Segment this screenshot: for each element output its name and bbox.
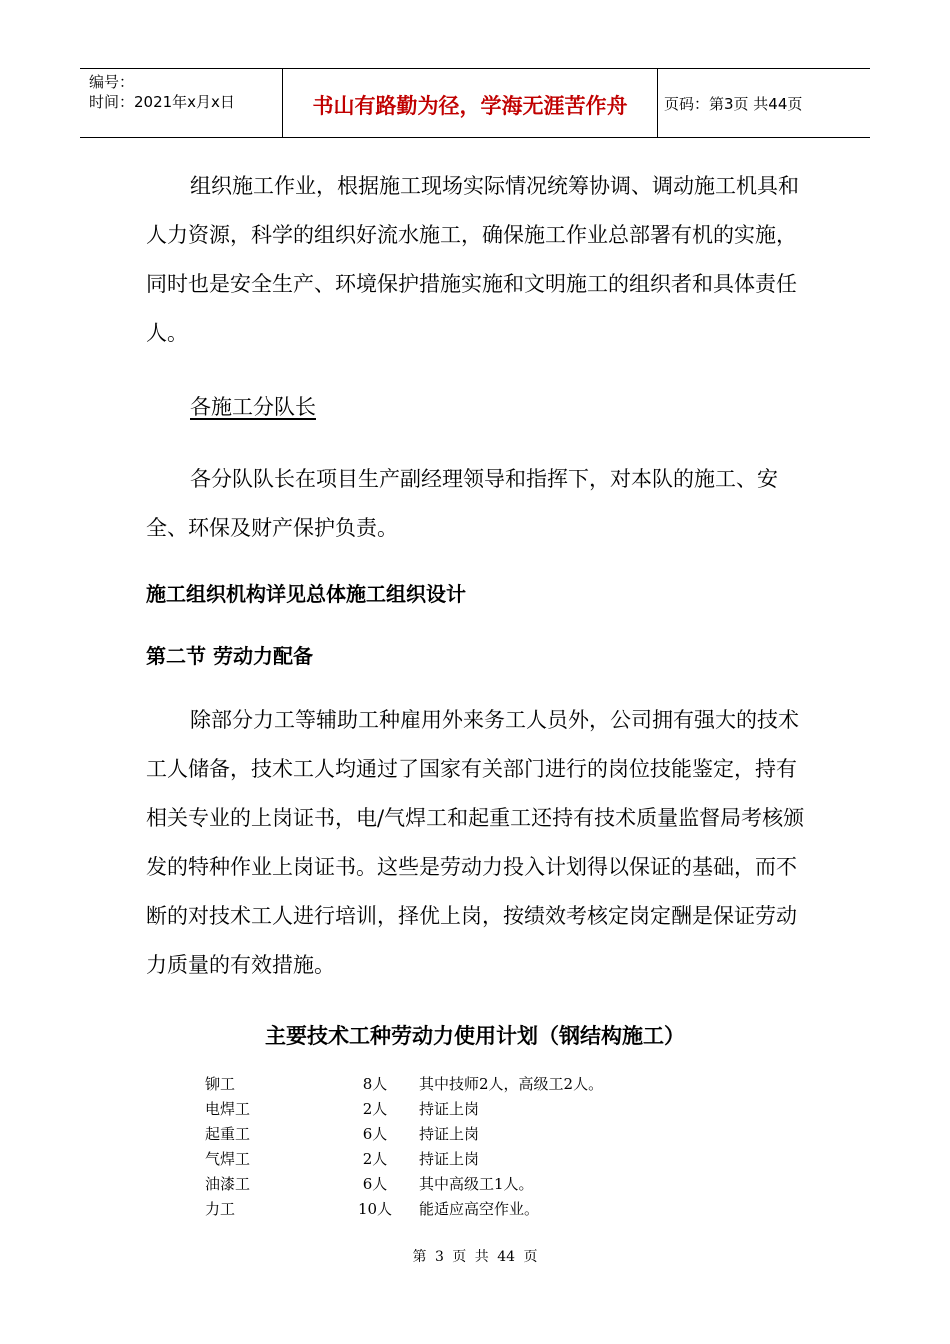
trade-name: 气焊工 [205, 1150, 251, 1168]
trade-count: 10人 [357, 1200, 393, 1218]
trade-count: 6人 [362, 1125, 388, 1143]
trade-count: 6人 [362, 1175, 388, 1193]
trade-name: 电焊工 [205, 1100, 251, 1118]
heading-org-structure: 施工组织机构详见总体施工组织设计 [146, 582, 466, 606]
header-page-number: 页码：第3页 共44页 [664, 95, 803, 113]
trade-name: 油漆工 [205, 1175, 251, 1193]
trade-note: 持证上岗 [419, 1125, 480, 1143]
paragraph-duties-text: 组织施工作业，根据施工现场实际情况统筹协调、调动施工机具和人力资源，科学的组织好流水施工，确保施工作业总部署有机的实施，同时也是安全生产、环境保护措施实施和文明施工的组织者和具体责任人。 [146, 174, 799, 345]
trade-note: 其中技师2人，高级工2人。 [419, 1075, 604, 1093]
labor-plan-title: 主要技术工种劳动力使用计划（钢结构施工） [265, 1024, 685, 1048]
trade-name: 起重工 [205, 1125, 251, 1143]
page-footer: 第 3 页 共 44 页 [412, 1249, 538, 1265]
doc-number-label: 编号： [89, 73, 135, 91]
trade-note: 其中高级工1人。 [419, 1175, 534, 1193]
doc-date: 时间：2021年x月x日 [89, 93, 235, 111]
paragraph-team-leader-title [146, 383, 810, 432]
trade-name: 铆工 [205, 1075, 236, 1093]
team-leader-title-text: 各施工分队长 [190, 395, 316, 419]
header-left-cell [80, 69, 283, 137]
header-middle-cell [283, 69, 658, 137]
trade-note: 持证上岗 [419, 1150, 480, 1168]
trade-count: 2人 [362, 1100, 388, 1118]
heading-section-labor: 第二节 劳动力配备 [146, 644, 313, 668]
trade-count: 2人 [362, 1150, 388, 1168]
paragraph-team-leader-text: 各分队队长在项目生产副经理领导和指挥下，对本队的施工、安全、环保及财产保护负责。 [146, 467, 778, 540]
trade-count: 8人 [362, 1075, 388, 1093]
trade-note: 能适应高空作业。 [419, 1200, 540, 1218]
paragraph-labor [146, 696, 810, 990]
header-right-cell [658, 69, 870, 137]
paragraph-labor-text: 除部分力工等辅助工种雇用外来务工人员外，公司拥有强大的技术工人储备，技术工人均通过了国家有关部门进行的岗位技能鉴定，持有相关专业的上岗证书，电/气焊工和起重工还持有技术质量监督局考核颁发的特种作业上岗证书。这些是劳动力投入计划得以保证的基础，而不断的对技术工人进行培训，择优上岗，按绩效考核定岗定酬是保证劳动力质量的有效措施。 [146, 708, 805, 977]
trade-note: 持证上岗 [419, 1100, 480, 1118]
paragraph-team-leader [146, 455, 810, 553]
paragraph-duties [146, 162, 810, 358]
trade-name: 力工 [205, 1200, 236, 1218]
page-header [80, 68, 870, 138]
header-motto: 书山有路勤为径，学海无涯苦作舟 [312, 94, 628, 118]
